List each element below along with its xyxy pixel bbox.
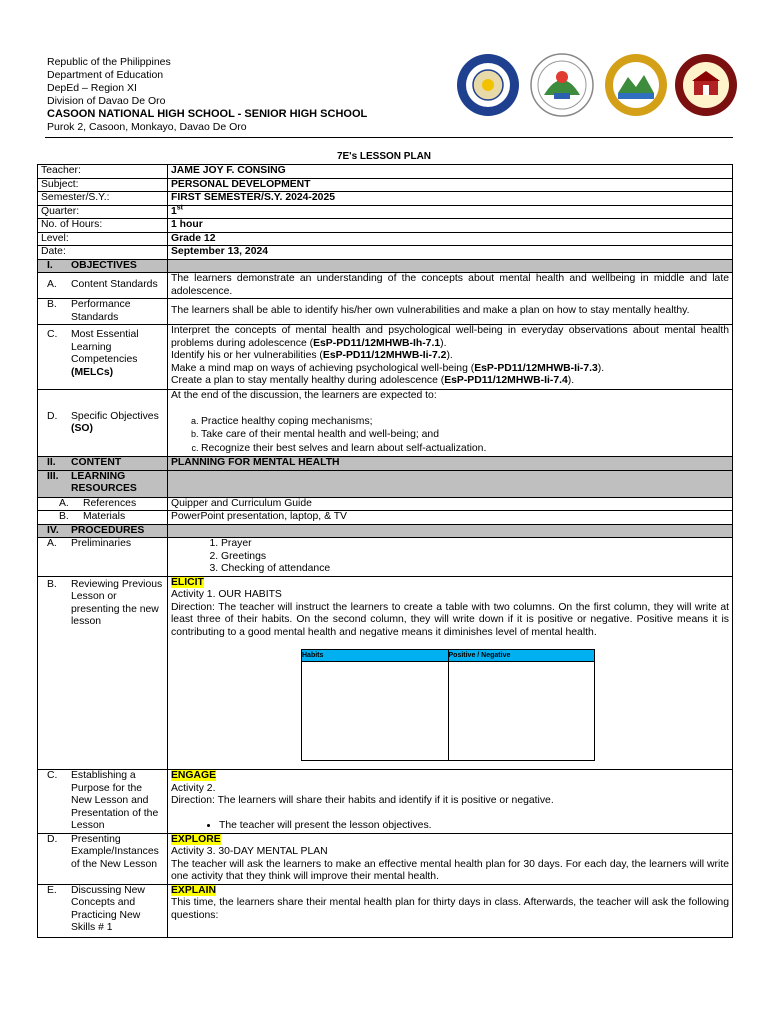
activity-text: This time, the learners share their mental health plan for thirty days in class. Afterwards, the teacher will ask the following questions: [171,897,729,921]
info-label: No. of Hours: [38,219,168,233]
item-letter: A. [47,279,57,291]
list-item: b. Take care of their mental health and well-being; and [201,428,729,442]
section-heading: LEARNING RESOURCES [71,470,137,494]
header-line: DepEd – Region XI [47,82,137,94]
department-of-education-region-xi-seal-icon [530,53,594,117]
row-label-bold: (SO) [71,423,93,434]
stage-tag: EXPLORE [171,833,221,845]
item-letter: B. [47,299,57,310]
explore-row [38,833,733,884]
melc-item: Make a mind map on ways of achieving psychological well-being (EsP-PD11/12MHWB-Ii-7.3). [171,362,605,374]
item-letter: C. [47,770,58,781]
info-row [38,219,733,233]
habits-column-header: Habits [302,650,449,662]
row-label: Presenting Example/Instances of the New Lesson [71,833,159,870]
section-number: II. [47,457,56,468]
semester-value: FIRST SEMESTER/S.Y. 2024-2025 [168,192,733,206]
row-label: References [83,497,137,509]
casoon-national-high-school-seal-icon [674,53,738,117]
school-address: Purok 2, Casoon, Monkayo, Davao De Oro [47,121,247,133]
melcs-text [168,325,733,390]
section-heading: PROCEDURES [71,524,145,536]
stage-tag: EXPLAIN [171,884,217,896]
lesson-plan-table [37,164,733,938]
preliminaries-list [171,538,729,576]
header-line: Division of Davao De Oro [47,95,166,107]
row-label: Most Essential Learning Competencies [71,329,139,365]
list-item: • The teacher will present the lesson objectives. [219,820,729,833]
quarter-value [168,205,733,219]
row-label: Materials [83,511,126,522]
info-row [38,232,733,246]
list-item: 3. Checking of attendance [221,563,729,576]
row-label: Establishing a Purpose for the New Lesson and Presentation of the Lesson [71,770,159,831]
section-content [38,457,733,471]
row-label-bold: (MELCs) [71,366,114,378]
section-number: IV. [47,524,59,536]
item-letter: B. [59,511,69,522]
activity-direction: Direction: The teacher will instruct the learners to create a table with two columns. On the first column, they will write at least three of their habits. On the second column, they will write down if it is positive or negative. Positive means it is contributing to a good mental health and negative means it diminishes level of mental health. [171,601,729,638]
header-line: Republic of the Philippines [47,56,171,68]
info-row [38,165,733,179]
list-item: 1. Prayer [221,538,729,551]
row-label: Discussing New Concepts and Practicing New Skills # 1 [71,884,145,933]
quarter-number: 1 [171,205,177,217]
section-learning-resources [38,470,733,497]
content-standards-text: The learners demonstrate an understanding of the concepts about mental health and wellbeing in middle and late adolescence. [168,273,733,299]
positive-negative-column-header: Positive / Negative [448,650,595,662]
activity-direction: Direction: The learners will share their habits and identify if it is positive or negative. [171,795,554,806]
header-line: Department of Education [47,69,164,81]
activity-title: Activity 1. OUR HABITS [171,589,282,600]
list-item: a. Practice healthy coping mechanisms; [201,415,729,429]
melc-item: Identify his or her vulnerabilities (EsP-PD11/12MHWB-Ii-7.2). [171,350,453,361]
references-value: Quipper and Curriculum Guide [168,497,733,511]
objectives-intro: At the end of the discussion, the learners are expected to: [171,390,437,401]
section-objectives [38,259,733,273]
info-label: Semester/S.Y.: [38,192,168,206]
melc-item: Create a plan to stay mentally healthy during adolescence (EsP-PD11/12MHWB-Ii-7.4). [171,375,575,386]
melc-item: Interpret the concepts of mental health and psychological well-being in everyday observations about mental health problems during adolescence (EsP-PD11/12MHWB-Ih-7.1). [171,325,729,349]
info-label: Subject: [38,178,168,192]
logo-row [456,53,740,115]
header-divider [45,137,733,138]
teacher-value: JAME JOY F. CONSING [168,165,733,179]
division-of-davao-de-oro-seal-icon [604,53,668,117]
row-label: Reviewing Previous Lesson or presenting the new lesson [71,578,163,627]
habits-table-cell [448,662,595,761]
school-name: CASOON NATIONAL HIGH SCHOOL - SENIOR HIGH SCHOOL [47,108,368,120]
item-letter: D. [47,833,58,845]
activity-text: The teacher will ask the learners to make an effective mental health plan for 30 days. For each day, the learners will write one activity that they think will improve their mental health. [171,858,729,882]
row-label: Preliminaries [71,538,132,549]
info-label: Quarter: [38,205,168,219]
performance-standards-row [38,299,733,325]
row-label: Specific Objectives [71,410,159,422]
level-value: Grade 12 [168,232,733,246]
habits-table-cell [302,662,449,761]
engage-bullets [171,820,729,833]
activity-title: Activity 3. 30-DAY MENTAL PLAN [171,846,328,857]
stage-tag: ELICIT [171,576,204,588]
list-item: c. Recognize their best selves and learn about self-actualization. [201,442,729,456]
performance-standards-text: The learners shall be able to identify his/her own vulnerabilities and make a plan on how to stay mentally healthy. [168,299,733,325]
content-value: PLANNING FOR MENTAL HEALTH [168,457,733,471]
habits-table [301,649,595,761]
materials-row [38,511,733,525]
stage-tag: ENGAGE [171,770,217,781]
subject-value: PERSONAL DEVELOPMENT [168,178,733,192]
references-row [38,497,733,511]
explain-row [38,884,733,937]
info-row [38,192,733,206]
info-label: Teacher: [38,165,168,179]
materials-value: PowerPoint presentation, laptop, & TV [168,511,733,525]
list-item: 2. Greetings [221,551,729,564]
section-heading: CONTENT [71,457,122,468]
item-letter: A. [47,538,57,549]
item-letter: E. [47,884,57,896]
info-row [38,246,733,260]
item-letter: B. [47,578,57,590]
specific-objectives-row [38,390,733,457]
section-number: III. [47,470,59,482]
deped-seal-icon [456,53,520,117]
engage-row [38,770,733,834]
row-label: Content Standards [71,279,158,291]
info-row [38,205,733,219]
elicit-row [38,576,733,770]
date-value: September 13, 2024 [168,246,733,260]
info-row [38,178,733,192]
row-label: Performance Standards [71,299,131,323]
objectives-list [171,415,729,456]
item-letter: A. [59,497,69,509]
content-standards-row [38,273,733,299]
school-header [47,56,367,134]
preliminaries-row [38,538,733,577]
section-heading: OBJECTIVES [71,259,137,271]
activity-title: Activity 2. [171,782,216,794]
melcs-row [38,325,733,390]
document-title: 7E's LESSON PLAN [336,151,432,162]
hours-value: 1 hour [168,219,733,233]
item-letter: D. [47,410,58,422]
quarter-suffix: st [176,204,184,212]
section-number: I. [47,259,53,271]
item-letter: C. [47,329,58,340]
info-label: Level: [38,232,168,246]
section-procedures [38,524,733,538]
info-label: Date: [38,246,168,260]
